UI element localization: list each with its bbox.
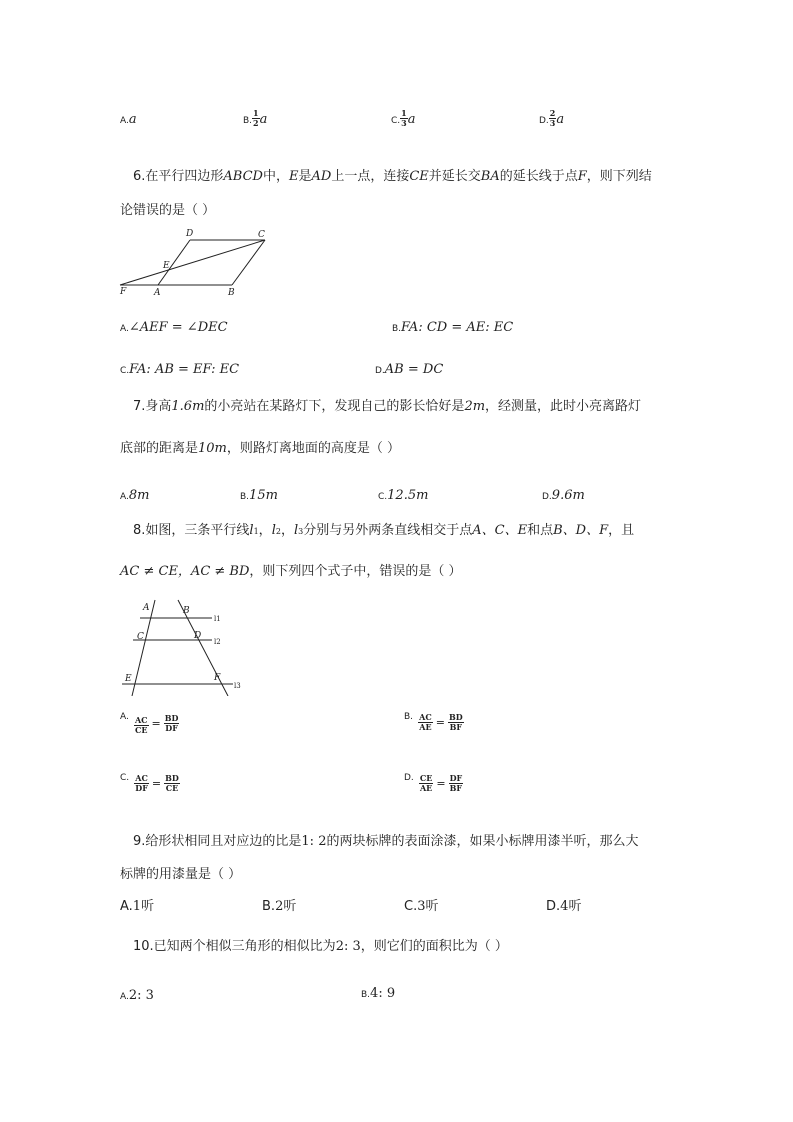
q6-option-b[interactable]: B.FA: CD = AE: EC	[392, 320, 514, 335]
fraction: $\frac{AC}{AE}$	[419, 712, 432, 732]
q9-option-d[interactable]: D.4听	[546, 899, 582, 914]
q9-option-b[interactable]: B.2听	[262, 899, 297, 914]
q8-parallel-lines-figure	[115, 596, 250, 696]
label-f: F	[120, 287, 127, 297]
label-e: E	[163, 261, 170, 271]
label-b: B	[228, 288, 235, 298]
q8-option-d[interactable]: $^{D.}$ $\frac{CE}{AE}$ = $\frac{DF}{BF}$	[404, 773, 463, 793]
q5-option-a[interactable]	[120, 108, 137, 127]
q8-stem-line1: 8.如图，三条平行线l1，l2，l3分别与另外两条直线相交于点A、C、E和点B、D、F，且	[133, 523, 635, 538]
q10-stem: 10.已知两个相似三角形的相似比为2: 3，则它们的面积比为（ ）	[133, 939, 508, 954]
label-a: A	[154, 288, 161, 298]
option-expr: a	[407, 112, 416, 127]
q7-option-d[interactable]: D.9.6m	[542, 488, 585, 503]
fraction: $\frac{1}{2}$	[253, 108, 259, 128]
label-a: A	[143, 603, 150, 613]
q5-option-c[interactable]	[391, 108, 416, 128]
option-label: A.	[120, 116, 129, 126]
q8-stem-line2: AC ≠ CE，AC ≠ BD，则下列四个式子中，错误的是（ ）	[120, 564, 462, 579]
label-f: F	[214, 673, 221, 683]
q7-option-b[interactable]: B.15m	[240, 488, 278, 503]
q5-option-b[interactable]	[243, 108, 267, 128]
fraction: $\frac{1}{3}$	[401, 108, 407, 128]
q8-option-b[interactable]: $^{B.}$ $\frac{AC}{AE}$ = $\frac{BD}{BF}$	[404, 712, 463, 732]
label-d: D	[194, 631, 202, 641]
option-label: D.	[539, 116, 549, 126]
q9-option-c[interactable]: C.3听	[404, 899, 439, 914]
q6-parallelogram-figure	[110, 225, 280, 300]
fraction: $\frac{BD}{DF}$	[164, 713, 179, 733]
option-expr: a	[128, 112, 137, 127]
fraction: $\frac{DF}{BF}$	[449, 773, 463, 793]
q6-stem-line2: 论错误的是（ ）	[120, 203, 216, 218]
q10-option-a[interactable]: A.2: 3	[120, 988, 154, 1003]
option-expr: a	[259, 112, 268, 127]
label-d: D	[186, 229, 194, 239]
q6-stem-line1: 6.在平行四边形ABCD中，E是AD上一点，连接CE并延长交BA的延长线于点F，则下列结	[133, 169, 652, 184]
label-b: B	[183, 606, 190, 616]
option-label: B.	[243, 116, 253, 126]
label-l3: l3	[234, 682, 241, 690]
label-c: C	[137, 632, 144, 642]
fraction: $\frac{BD}{BF}$	[448, 712, 463, 732]
q7-option-a[interactable]: A.8m	[120, 488, 150, 503]
q9-stem-line2: 标牌的用漆量是（ ）	[120, 867, 242, 882]
q6-option-d[interactable]: D.AB = DC	[375, 362, 444, 377]
q9-stem-line1: 9.给形状相同且对应边的比是1: 2的两块标牌的表面涂漆，如果小标牌用漆半听，那么大	[133, 834, 639, 849]
label-l1: l1	[214, 615, 221, 623]
q7-stem-line2: 底部的距离是10m，则路灯离地面的高度是（ ）	[120, 441, 401, 456]
q6-option-a[interactable]: A.∠AEF = ∠DEC	[120, 320, 228, 335]
option-label: C.	[391, 116, 401, 126]
q9-option-a[interactable]: A.1听	[120, 899, 155, 914]
label-l2: l2	[214, 638, 221, 646]
label-c: C	[258, 230, 265, 240]
fraction: $\frac{AC}{CE}$	[134, 715, 148, 735]
q7-option-c[interactable]: C.12.5m	[378, 488, 429, 503]
q7-stem-line1: 7.身高1.6m的小亮站在某路灯下，发现自己的影长恰好是2m，经测量，此时小亮离路灯	[133, 399, 642, 414]
fraction: $\frac{AC}{DF}$	[135, 773, 148, 793]
q10-option-b[interactable]: B.4: 9	[361, 986, 396, 1001]
q5-option-d[interactable]	[539, 108, 564, 128]
q6-option-c[interactable]: C.FA: AB = EF: EC	[120, 362, 240, 377]
fraction: $\frac{2}{3}$	[549, 108, 556, 128]
fraction: $\frac{BD}{CE}$	[165, 773, 179, 793]
q8-option-c[interactable]: $^{C.}$ $\frac{AC}{DF}$ = $\frac{BD}{CE}$	[120, 773, 179, 793]
option-expr: a	[556, 112, 565, 127]
q8-option-a[interactable]: $^{A.}$ $\frac{AC}{CE}$ = $\frac{BD}{DF}$	[120, 712, 179, 735]
fraction: $\frac{CE}{AE}$	[419, 773, 433, 793]
label-e: E	[125, 674, 132, 684]
